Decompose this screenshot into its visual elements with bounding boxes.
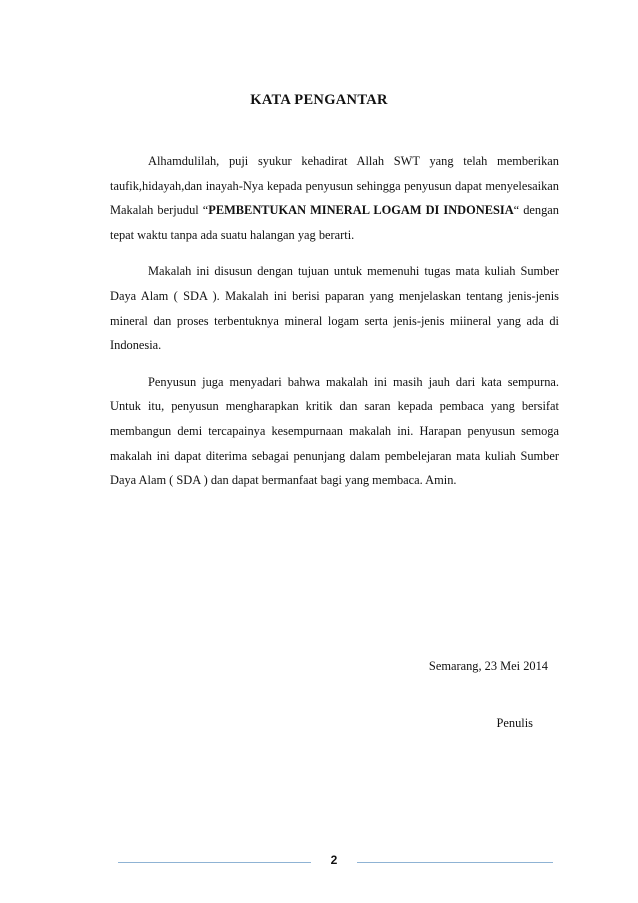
paragraph-1-bold-title: PEMBENTUKAN MINERAL LOGAM DI INDONESIA xyxy=(208,203,514,218)
paragraph-3: Penyusun juga menyadari bahwa makalah ini masih jauh dari kata sempurna. Untuk itu, penyusun mengharapkan kritik dan saran kepada pembaca yang bersifat membangun demi tercapainya kesempurnaan makalah ini. Harapan penyusun semoga makalah ini dapat diterima sebagai penunjang dalam pembelejaran mata kuliah Sumber Daya Alam ( SDA ) dan dapat bermanfaat bagi yang membaca. Amin. xyxy=(110,374,559,488)
page-title: KATA PENGANTAR xyxy=(250,92,388,108)
signature-place-date: Semarang, 23 Mei 2014 xyxy=(428,659,548,673)
paragraph-1-text-start: Alhamdulilah, puji syukur kehadirat Allah SWT yang telah memberikan taufik,hidayah,dan inayah-Nya kepada penyusun sehingga penyusun dapat menyelesaikan Makalah berjudul “ xyxy=(110,154,559,218)
footer-line-left xyxy=(118,862,311,863)
body-text xyxy=(110,149,559,505)
paragraph-1-text-end: “ dengan tepat waktu tanpa ada suatu halangan yag berarti. xyxy=(110,203,559,242)
paragraph-1 xyxy=(110,149,559,247)
footer-line-right xyxy=(357,862,553,863)
signature-author: Penulis xyxy=(496,716,533,730)
paragraph-2: Makalah ini disusun dengan tujuan untuk memenuhi tugas mata kuliah Sumber Daya Alam ( SDA ). Makalah ini berisi paparan yang menjelaskan tentang jenis-jenis mineral dan proses terbentuknya mineral logam serta jenis-jenis miineral yang ada di Indonesia. xyxy=(110,264,559,353)
page-number: 2 xyxy=(330,853,338,867)
